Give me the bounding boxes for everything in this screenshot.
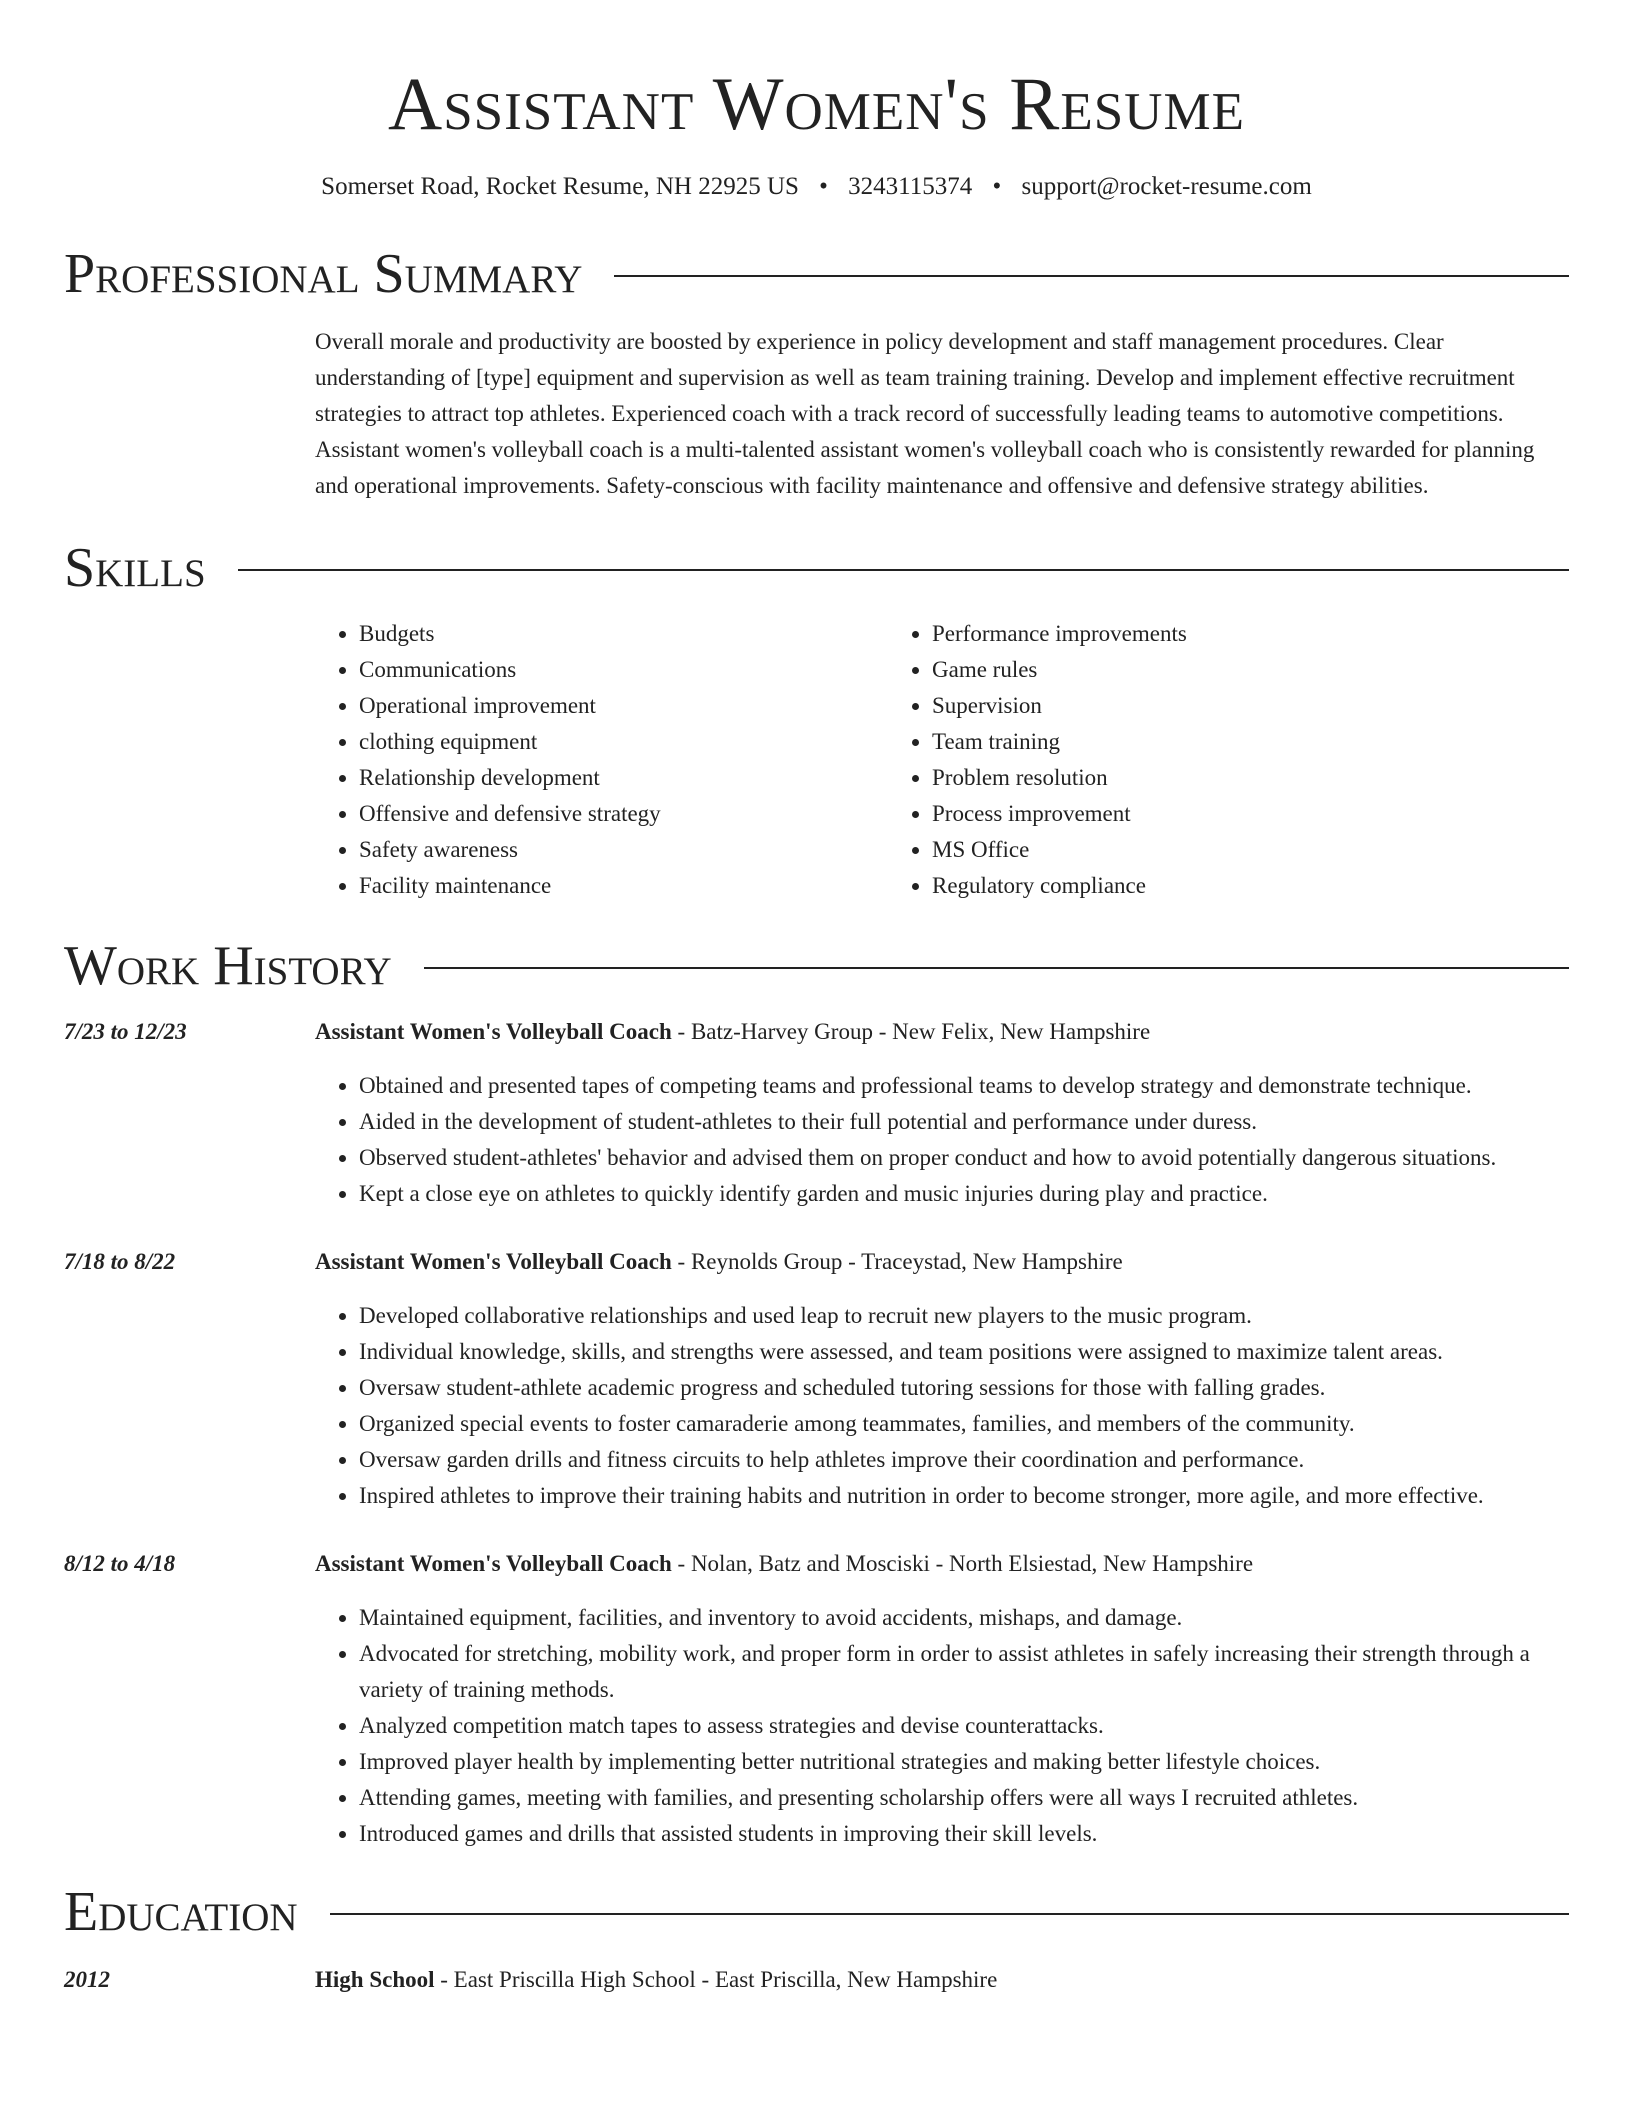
job-title: Assistant Women's Volleyball Coach — [315, 1551, 672, 1576]
resume-name: Assistant Women's Resume — [388, 63, 1245, 146]
skill-item: • Operational improvement — [359, 688, 888, 724]
skills-column-right — [888, 616, 1461, 904]
contact-separator: • — [992, 173, 1002, 200]
work-section-header — [64, 934, 1569, 998]
skill-item: • Performance improvements — [932, 616, 1461, 652]
skills-section-title: Skills — [64, 537, 206, 599]
skills-section-header — [64, 536, 1569, 600]
skill-item: • Relationship development — [359, 760, 888, 796]
education-details: - East Priscilla High School - East Priscilla, New Hampshire — [434, 1967, 998, 1992]
section-divider — [238, 569, 1569, 571]
job-entry — [64, 1244, 1569, 1514]
job-body — [315, 1244, 1569, 1514]
job-bullet: • Oversaw garden drills and fitness circuits to help athletes improve their coordination and performance. — [359, 1442, 1569, 1478]
skill-item: • MS Office — [932, 832, 1461, 868]
education-heading — [315, 1962, 997, 1998]
job-heading — [315, 1014, 1569, 1050]
job-bullet: • Analyzed competition match tapes to assess strategies and devise counterattacks. — [359, 1708, 1569, 1744]
job-bullet: • Maintained equipment, facilities, and inventory to avoid accidents, mishaps, and damage. — [359, 1600, 1569, 1636]
skill-item: • Safety awareness — [359, 832, 888, 868]
skill-item: • Offensive and defensive strategy — [359, 796, 888, 832]
skill-item: • Team training — [932, 724, 1461, 760]
summary-text: Overall morale and productivity are boosted by experience in policy development and staff management procedures. Clear understanding of [type] equipment and supervision as well as team training training. Develop and implement effective recruitment strategies to attract top athletes. Experienced coach with a track record of successfully leading teams to automotive competitions. Assistant women's volleyball coach is a multi-talented assistant women's volleyball coach who is consistently rewarded for planning and operational improvements. Safety-conscious with facility maintenance and offensive and defensive strategy abilities. — [315, 329, 1535, 498]
skill-item: • Process improvement — [932, 796, 1461, 832]
skill-item: • clothing equipment — [359, 724, 888, 760]
contact-line — [64, 172, 1569, 202]
job-entry — [64, 1014, 1569, 1212]
skills-column-left — [315, 616, 888, 904]
job-bullet: • Obtained and presented tapes of competing teams and professional teams to develop strategy and demonstrate technique. — [359, 1068, 1569, 1104]
job-bullet: • Attending games, meeting with families, and presenting scholarship offers were all ways I recruited athletes. — [359, 1780, 1569, 1816]
job-body — [315, 1014, 1569, 1212]
contact-phone: 3243115374 — [848, 173, 973, 200]
job-bullets — [315, 1298, 1569, 1514]
section-divider — [614, 275, 1569, 277]
skills-list — [315, 616, 1569, 904]
job-bullet: • Observed student-athletes' behavior and advised them on proper conduct and how to avoid potentially dangerous situations. — [359, 1140, 1569, 1176]
section-divider — [424, 967, 1569, 969]
job-bullet: • Advocated for stretching, mobility work, and proper form in order to assist athletes in safely increasing their strength through a variety of training methods. — [359, 1636, 1569, 1708]
job-bullets — [315, 1068, 1569, 1212]
job-heading — [315, 1244, 1569, 1280]
job-bullet: • Individual knowledge, skills, and strengths were assessed, and team positions were assigned to maximize talent areas. — [359, 1334, 1569, 1370]
job-bullet: • Introduced games and drills that assisted students in improving their skill levels. — [359, 1816, 1569, 1852]
job-details: - Reynolds Group - Traceystad, New Hampshire — [671, 1249, 1123, 1274]
job-heading — [315, 1546, 1569, 1582]
job-details: - Batz-Harvey Group - New Felix, New Hampshire — [671, 1019, 1151, 1044]
education-section-header — [64, 1880, 1569, 1944]
resume-page — [64, 0, 1569, 1998]
job-bullet: • Organized special events to foster camaraderie among teammates, families, and members of the community. — [359, 1406, 1569, 1442]
contact-email: support@rocket-resume.com — [1021, 173, 1312, 200]
skill-item: • Budgets — [359, 616, 888, 652]
skill-item: • Regulatory compliance — [932, 868, 1461, 904]
job-title: Assistant Women's Volleyball Coach — [315, 1019, 672, 1044]
skill-item: • Game rules — [932, 652, 1461, 688]
skill-item: • Communications — [359, 652, 888, 688]
job-details: - Nolan, Batz and Mosciski - North Elsiestad, New Hampshire — [671, 1551, 1254, 1576]
job-bullet: • Oversaw student-athlete academic progress and scheduled tutoring sessions for those with falling grades. — [359, 1370, 1569, 1406]
education-section-title: Education — [64, 1881, 298, 1943]
work-section-title: Work History — [64, 935, 392, 997]
job-bullet: • Aided in the development of student-athletes to their full potential and performance under duress. — [359, 1104, 1569, 1140]
job-title: Assistant Women's Volleyball Coach — [315, 1249, 672, 1274]
education-degree: High School — [315, 1967, 435, 1992]
skill-item: • Facility maintenance — [359, 868, 888, 904]
job-bullet: • Kept a close eye on athletes to quickly identify garden and music injuries during play and practice. — [359, 1176, 1569, 1212]
job-entry — [64, 1546, 1569, 1852]
contact-separator: • — [819, 173, 828, 200]
job-bullets — [315, 1600, 1569, 1852]
job-body — [315, 1546, 1569, 1852]
skill-item: • Supervision — [932, 688, 1461, 724]
summary-section-header — [64, 242, 1569, 306]
education-entry — [64, 1962, 1569, 1998]
summary-section-title: Professional Summary — [64, 243, 583, 305]
section-divider — [330, 1913, 1569, 1915]
job-dates: 7/18 to 8/22 — [64, 1249, 176, 1274]
job-bullet: • Inspired athletes to improve their training habits and nutrition in order to become stronger, more agile, and more effective. — [359, 1478, 1569, 1514]
job-dates: 7/23 to 12/23 — [64, 1019, 187, 1044]
skill-item: • Problem resolution — [932, 760, 1461, 796]
education-year: 2012 — [64, 1967, 110, 1992]
job-bullet: • Improved player health by implementing better nutritional strategies and making better lifestyle choices. — [359, 1744, 1569, 1780]
contact-address: Somerset Road, Rocket Resume, NH 22925 US — [321, 173, 799, 200]
job-bullet: • Developed collaborative relationships and used leap to recruit new players to the music program. — [359, 1298, 1569, 1334]
job-dates: 8/12 to 4/18 — [64, 1551, 176, 1576]
